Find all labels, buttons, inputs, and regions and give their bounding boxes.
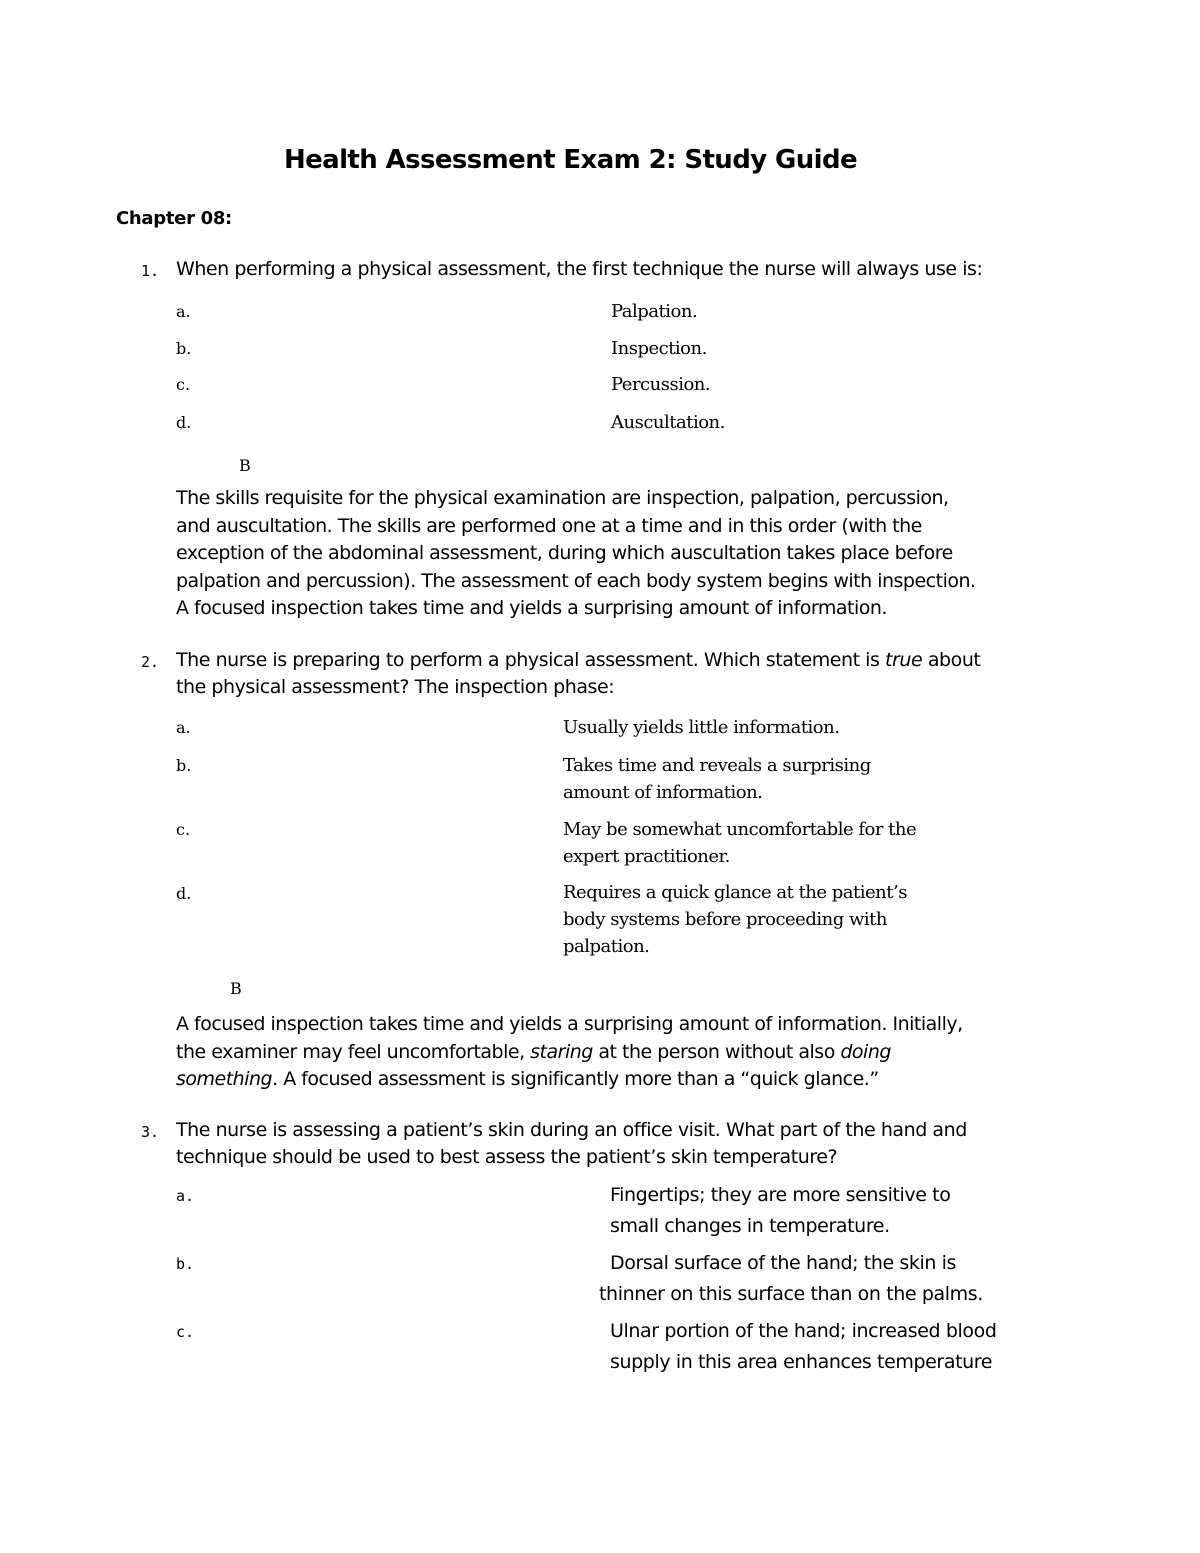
chapter-heading: Chapter 08: — [116, 208, 232, 229]
q2-option-b-text: Takes time and reveals a surprising amount of information. — [563, 755, 871, 803]
q2-answer: B — [230, 979, 242, 998]
question-1-number: 1. — [141, 262, 160, 280]
q1-option-c-text: Percussion. — [611, 374, 711, 395]
question-2-text: The nurse is preparing to perform a physical assessment. Which statement is true about the physical assessment? The inspection phase: — [176, 649, 981, 698]
q1-option-b-letter: b. — [176, 339, 192, 358]
q2-option-c-text: May be somewhat uncomfortable for the expert practitioner. — [563, 819, 917, 867]
q1-option-d-letter: d. — [176, 413, 192, 432]
q3-option-a-text: Fingertips; they are more sensitive to small changes in temperature. — [610, 1184, 951, 1237]
q2-option-a-letter: a. — [176, 718, 191, 737]
q3-option-c-letter: c. — [176, 1323, 195, 1341]
q3-option-c-text: Ulnar portion of the hand; increased blood supply in this area enhances temperature — [610, 1320, 997, 1373]
q3-option-b-letter: b. — [176, 1255, 195, 1273]
q3-option-a-letter: a. — [176, 1187, 195, 1205]
q3-option-b-line2: thinner on this surface than on the palms. — [599, 1283, 983, 1305]
question-2-number: 2. — [141, 653, 160, 671]
q2-option-d-letter: d. — [176, 884, 192, 903]
q3-option-b-line1: Dorsal surface of the hand; the skin is — [610, 1252, 957, 1274]
q2-option-d-text: Requires a quick glance at the patient’s body systems before proceeding with palpation. — [563, 882, 907, 957]
question-3-number: 3. — [141, 1123, 160, 1141]
q1-option-a-text: Palpation. — [611, 301, 698, 322]
q1-option-b-text: Inspection. — [611, 338, 707, 359]
q1-option-a-letter: a. — [176, 302, 191, 321]
q2-rationale: A focused inspection takes time and yields a surprising amount of information. Initially, the examiner may feel uncomfortable, staring at the person without also doing something. A focused assessment is significantly more than a “quick glance.” — [176, 1013, 963, 1090]
q1-answer: B — [239, 456, 251, 475]
q1-rationale: The skills requisite for the physical examination are inspection, palpation, percussion, and auscultation. The skills are performed one at a time and in this order (with the exception of the abdominal assessment, during which auscultation takes place before palpation and percussion). The assessment of each body system begins with inspection. A focused inspection takes time and yields a surprising amount of information. — [176, 487, 976, 619]
question-1-text: When performing a physical assessment, the first technique the nurse will always use is: — [176, 258, 983, 280]
q2-option-c-letter: c. — [176, 820, 191, 839]
question-3-text: The nurse is assessing a patient’s skin during an office visit. What part of the hand and technique should be used to best assess the patient’s skin temperature? — [176, 1119, 967, 1168]
q1-option-d-text: Auscultation. — [611, 412, 725, 433]
document-title: Health Assessment Exam 2: Study Guide — [283, 145, 858, 175]
q2-option-b-letter: b. — [176, 756, 192, 775]
q2-option-a-text: Usually yields little information. — [563, 717, 840, 738]
q1-option-c-letter: c. — [176, 375, 191, 394]
